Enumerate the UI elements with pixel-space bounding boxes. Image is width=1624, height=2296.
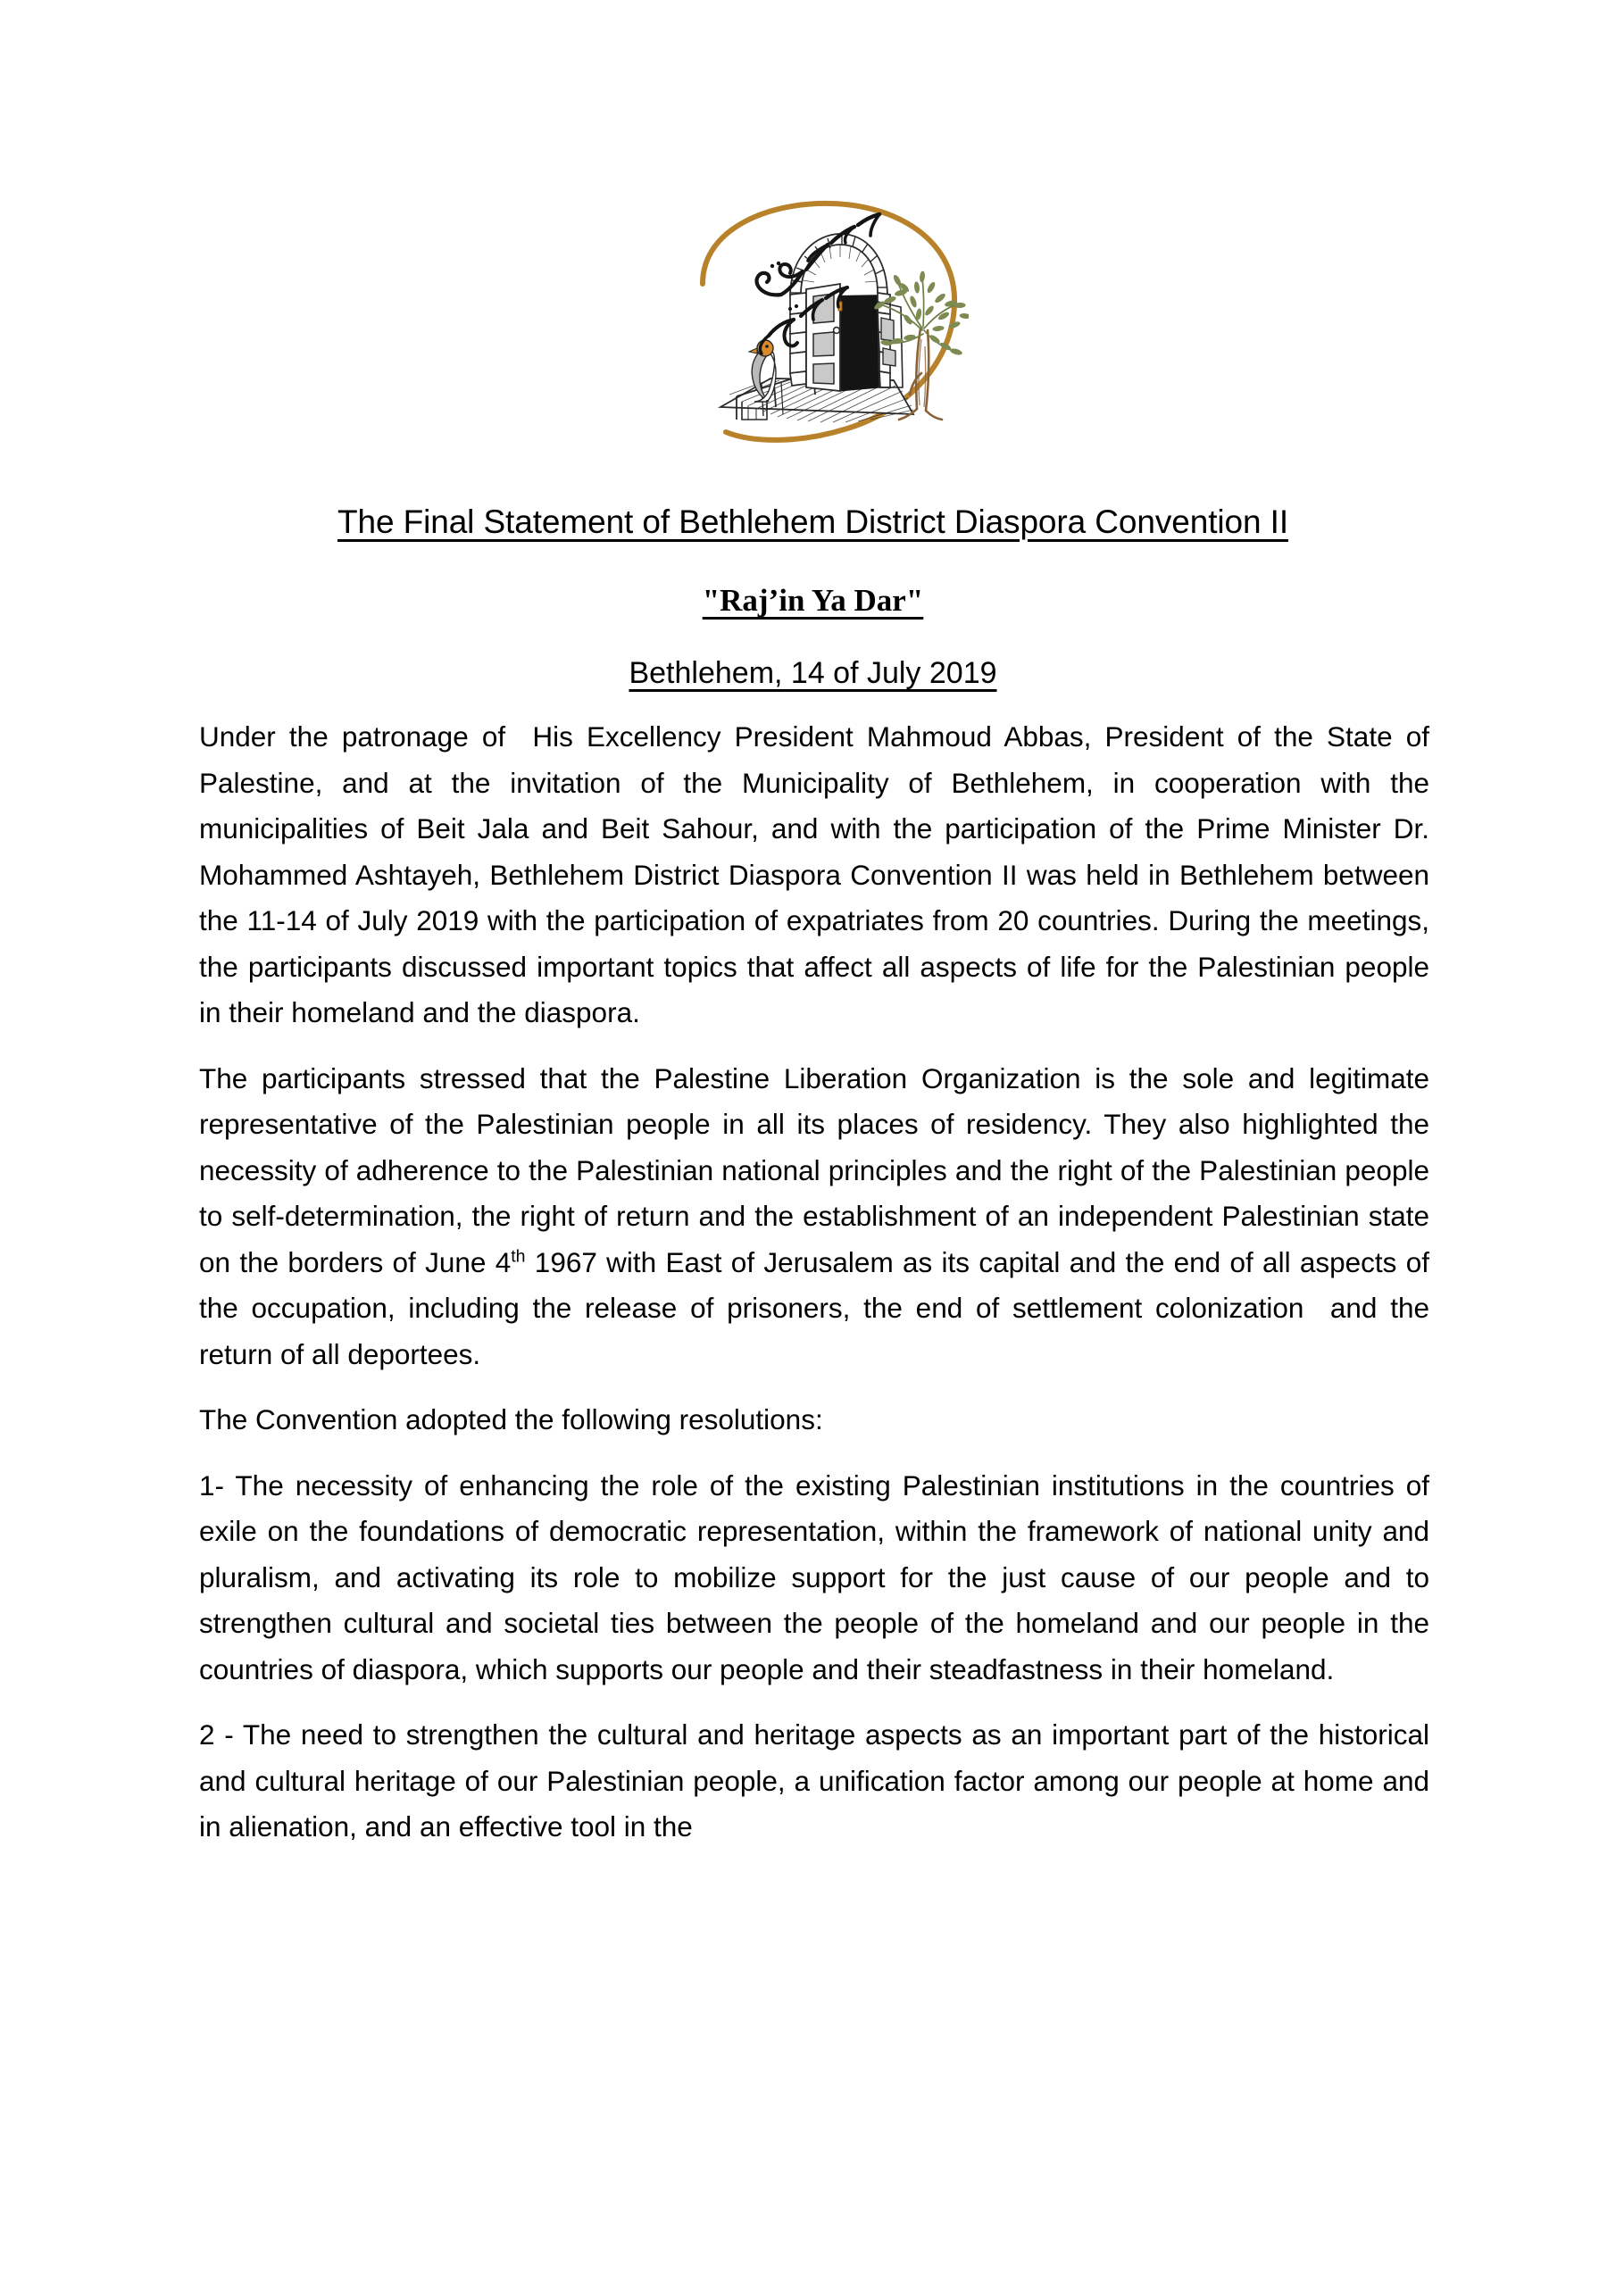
paragraph-resolution-2: 2 - The need to strengthen the cultural and heritage aspects as an important part of the historical and cultural heritage of our Palestinian people, a unification factor among our people at home and in alienation, and an effective tool in the [199,1718,1437,1843]
paragraph-plo-statement [199,1056,1437,1378]
title-block [199,500,1427,695]
logo-container [0,195,1624,480]
document-subtitle: "Raj’in Ya Dar" [702,583,924,618]
paragraph-resolutions-intro: The Convention adopted the following resolutions: [199,1403,823,1435]
plo-statement-part2: 1967 with East of Jerusalem as its capital and the end of all aspects of the occupation, including the release of prisoners, the end of settlement colonization and the return of all deportees. [199,1245,1437,1370]
page-title: The Final Statement of Bethlehem District Diaspora Convention II [337,503,1289,540]
rajin-ya-dar-logo [656,195,969,471]
paragraph-resolution-1: 1- The necessity of enhancing the role of the existing Palestinian institutions in the countries of exile on the foundations of democratic representation, within the framework of national unity and pluralism, and activating its role to mobilize support for the just cause of our people and to strengthen cultural and societal ties between the people of the homeland and our people in the countries of diaspora, which supports our people and their steadfastness in their homeland. [199,1468,1437,1685]
ordinal-superscript: th [511,1246,526,1266]
plo-statement-part1: The participants stressed that the Palestine Liberation Organization is the sole and legitimate representative of the Palestinian people in all its places of residency. They also highlighted the necessity of adherence to the Palestinian national principles and the right of the Palestinian people to self-determination, the right of return and the establishment of an independent Palestinian state on the borders of June 4 [199,1061,1437,1278]
place-and-date: Bethlehem, 14 of July 2019 [629,656,997,690]
document-body [199,714,1437,1851]
paragraph-intro-patronage: Under the patronage of His Excellency President Mahmoud Abbas, President of the State of Palestine, and at the invitation of the Municipality of Bethlehem, in cooperation with the municipalities of Beit Jala and Beit Sahour, and with the participation of the Prime Minister Dr. Mohammed Ashtayeh, Bethlehem District Diaspora Convention II was held in Bethlehem between the 11-14 of July 2019 with the participation of expatriates from 20 countries. During the meetings, the participants discussed important topics that affect all aspects of life for the Palestinian people in their homeland and the diaspora. [199,720,1437,1028]
